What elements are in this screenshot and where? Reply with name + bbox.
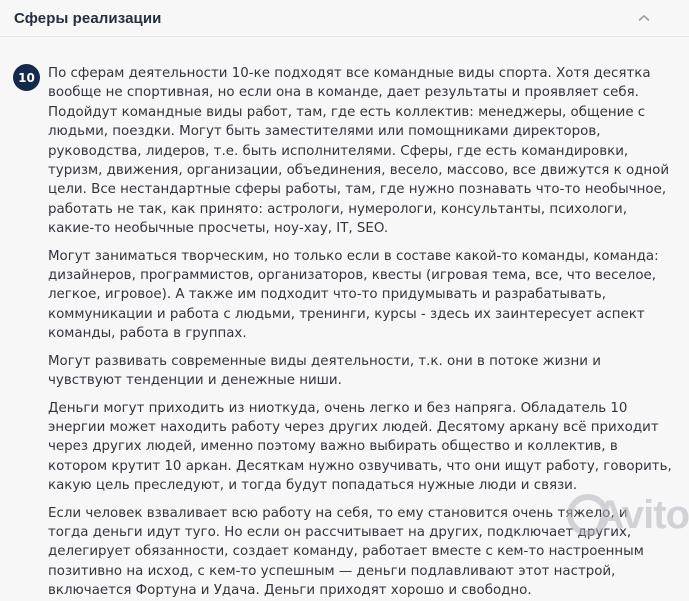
section-body [0,37,689,601]
section-title: Сферы реализации [14,9,162,27]
paragraph-modern-activities: Могут развивать современные виды деятельности, т.к. они в потоке жизни и чувствуют тенденции и денежные ниши. [48,353,601,389]
avito-watermark-text: Avito [595,492,689,537]
section-header-spheres[interactable] [0,0,689,36]
paragraph-delegation: Если человек взваливает всю работу на себя, то ему становится очень тяжело, и тогда деньги идут туго. Но если он рассчитывает на других, подключает других, делегирует обязанности, создает команду, работает вместе с кем-то настроенным позитивно на исход, с кем-то успешным — деньги подлавливают этот настрой, включается Фортуна и Удача. Деньги приходят хорошо и свободно. [48,505,644,599]
paragraph-money-flow: Деньги могут приходить из ниоткуда, очень легко и без напряга. Обладатель 10 энергии может находить работу через других людей. Десятому аркану всё приходит через других людей, именно поэтому важно выбирать общество и коллектив, в котором крутит 10 аркан. Десяткам нужно озвучивать, что они ищут работу, говорить, какую цель преследуют, и тогда будут попадаться нужные люди и связи. [48,400,672,494]
chevron-up-icon[interactable] [637,11,651,25]
paragraph-activity-spheres: По сферам деятельности 10-ке подходят все командные виды спорта. Хотя десятка вообще не спортивная, но если она в команде, дает результаты и проявляет себя. Подойдут командные виды работ, там, где есть коллектив: менеджеры, общение с людьми, поездки. Могут быть заместителями или помощниками директоров, руководства, лидеров, т.е. быть исполнителями. Сферы, где есть командировки, туризм, движения, организации, объединения, весело, массово, все движутся к одной цели. Все нестандартные сферы работы, там, где нужно познавать что-то необычное, работать не так, как принято: астрологи, нумерологи, консультанты, психологи, какие-то необычные просчеты, ноу-хау, IT, SEO. [48,66,670,237]
arcana-number-badge: 10 [13,64,40,91]
paragraph-creative-work: Могут заниматься творческим, но только если в составе какой-то команды, команда: дизайнеров, программистов, организаторов, квесты (игровая тема, все, что веселое, легкое, игровое). А также им подходит что-то придумывать и разрабатывать, коммуникации и работа с людьми, тренинги, курсы - здесь их заинтересует аспект команды, работа в группах. [48,248,659,342]
